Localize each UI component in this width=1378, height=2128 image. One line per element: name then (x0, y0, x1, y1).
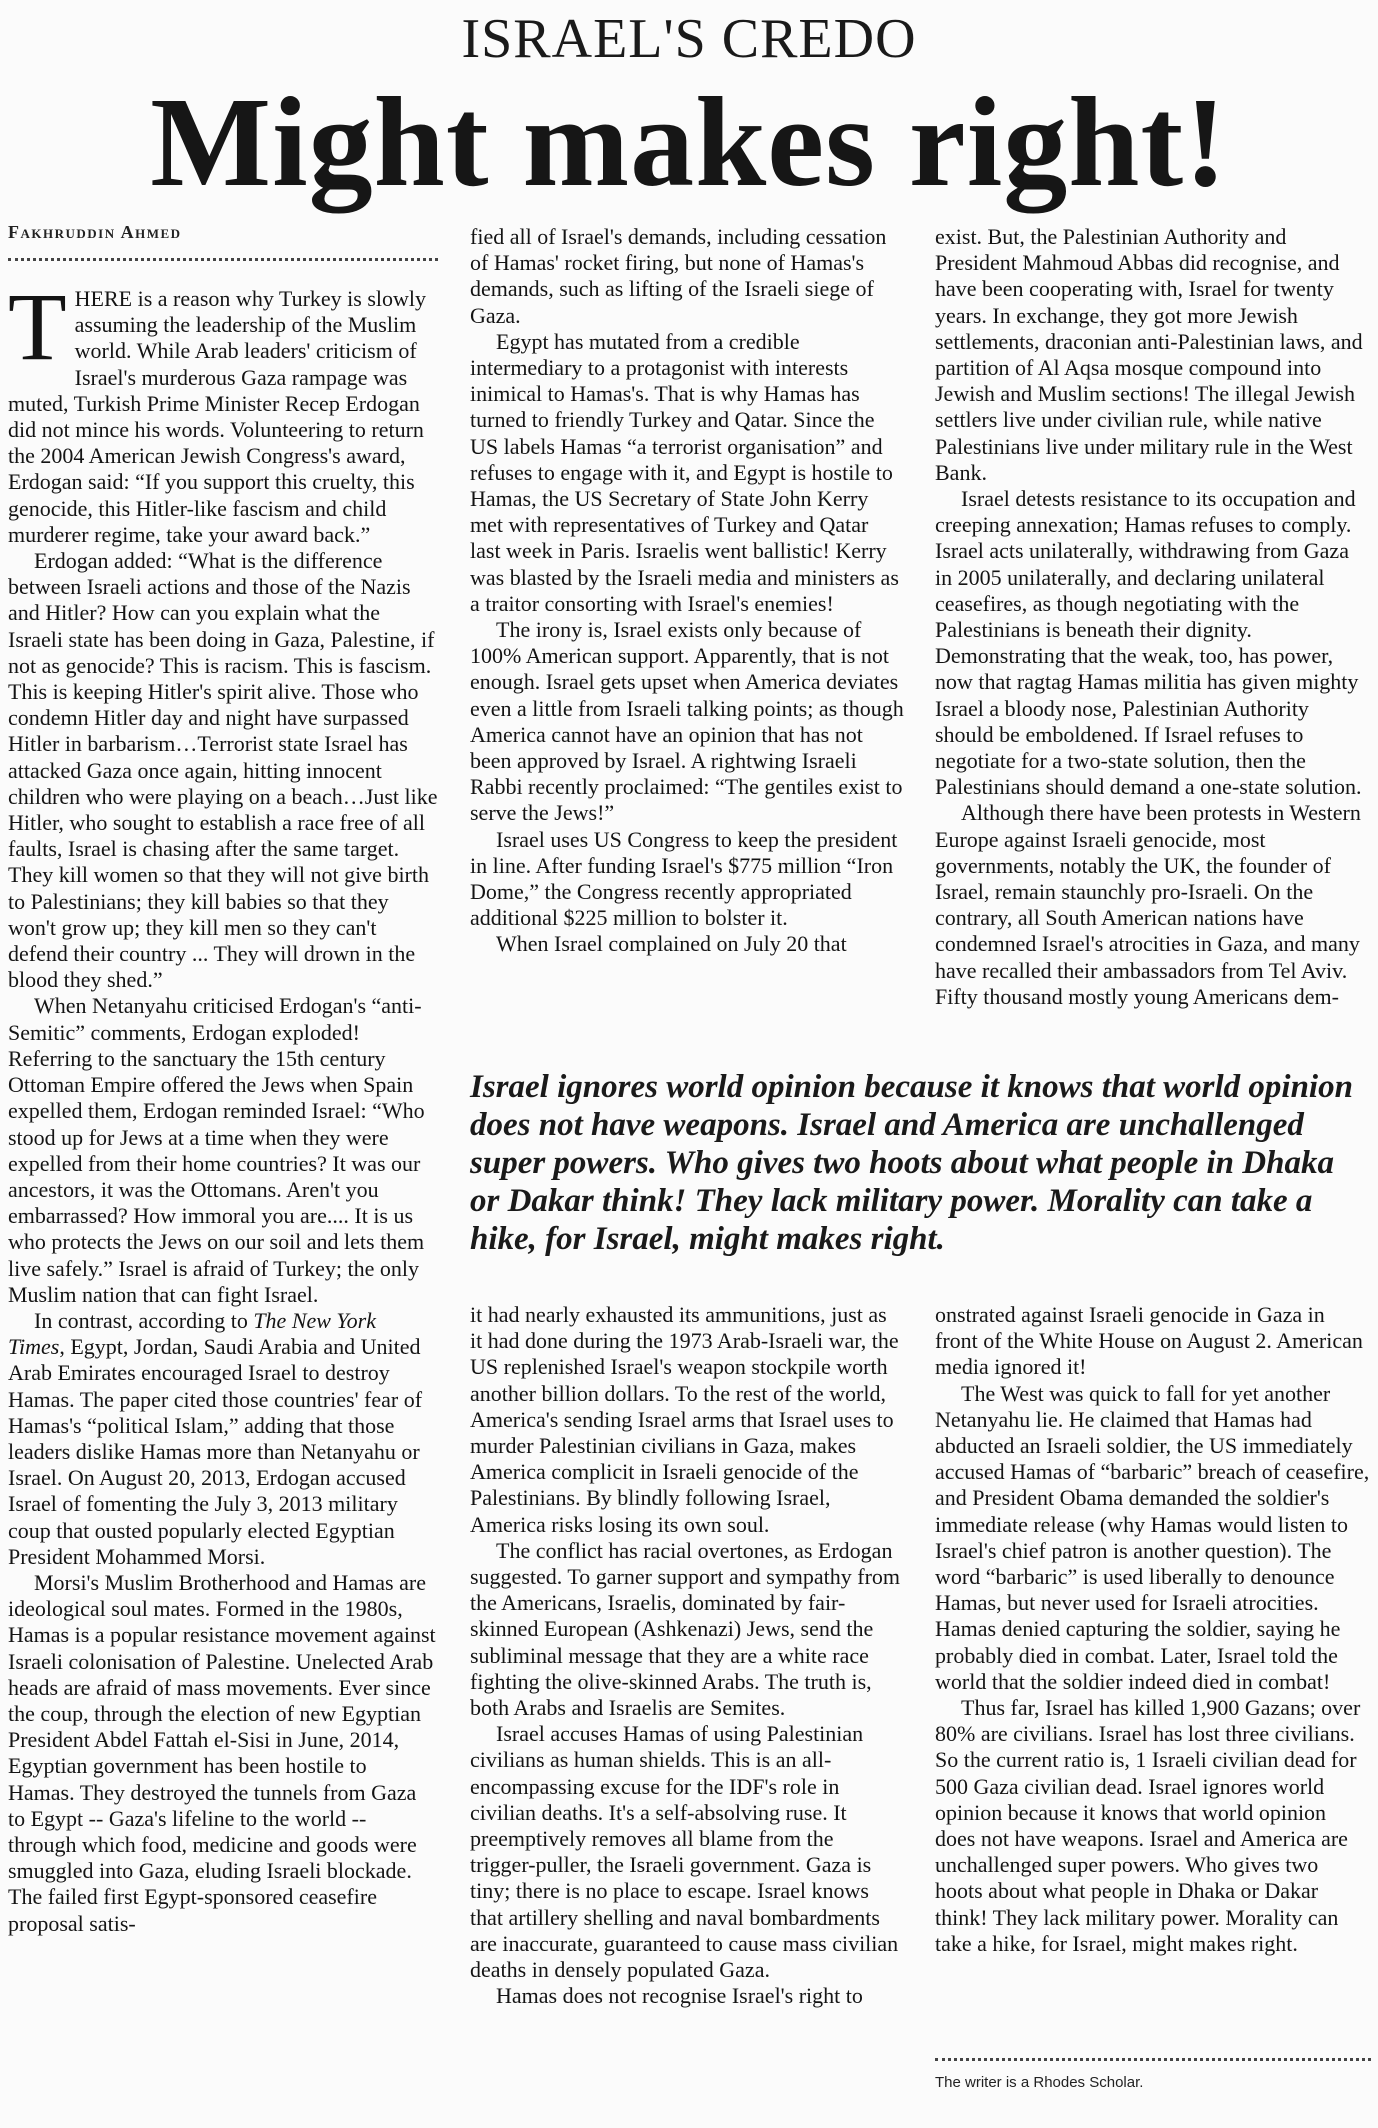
article-paragraph: The irony is, Israel exists only because of 100% American support. Apparently, that is not enough. Israel gets upset when America deviates even a little from Israeli talking points; as though America cannot have an opinion that has not been approved by Israel. A rightwing Israeli Rabbi recently proclaimed: “The gentiles exist to serve the Jews!” (470, 617, 904, 826)
article-paragraph: Israel accuses Hamas of using Palestinian civilians as human shields. This is an all-encompassing excuse for the IDF's role in civilian deaths. It's a self-absolving ruse. It preemptively removes all blame from the trigger-puller, the Israeli government. Gaza is tiny; there is no place to escape. Israel knows that artillery shelling and naval bombardments are inaccurate, guaranteed to cause mass civilian deaths in densely populated Gaza. (470, 1721, 899, 1983)
article-paragraph: Erdogan added: “What is the difference between Israeli actions and those of the Nazis and Hitler? How can you explain what the Israeli state has been doing in Gaza, Palestine, if not as genocide? This is racism. This is fascism. This is keeping Hitler's spirit alive. Those who condemn Hitler day and night have surpassed Hitler in barbarism…Terrorist state Israel has attacked Gaza once again, hitting innocent children who were playing on a beach…Just like Hitler, who sought to establish a race free of all faults, Israel is chasing after the same target. They kill women so that they will not give birth to Palestinians; they kill babies so that they won't grow up; they kill men so they can't defend their country ... They will drown in the blood they shed.” (8, 548, 438, 993)
pull-quote: Israel ignores world opinion because it knows that world opinion does not have weapons. Israel and America are unchallenged super powers. Who gives two hoots about what people in Dhaka or Dakar think! They lack military power. Morality can take a hike, for Israel, might makes right. (470, 1069, 1353, 1257)
article-paragraph (8, 1308, 438, 1570)
publication-title: The New York Times (8, 1307, 376, 1360)
article-paragraph: Hamas does not recognise Israel's right to (496, 1983, 863, 2009)
article-paragraph: Although there have been protests in Western Europe against Israeli genocide, most governments, notably the UK, the founder of Israel, remain staunchly pro-Israeli. On the contrary, all South American nations have condemned Israel's atrocities in Gaza, and many have recalled their ambassadors from Tel Aviv. Fifty thousand mostly young Americans dem- (935, 800, 1361, 1009)
author-byline: Fakhruddin Ahmed (8, 222, 182, 242)
article-column-2-bottom (470, 1302, 904, 2122)
article-paragraph: onstrated against Israeli genocide in Gaza in front of the White House on August 2. American media ignored it! (935, 1302, 1363, 1380)
article-paragraph: Israel uses US Congress to keep the president in line. After funding Israel's $775 million “Iron Dome,” the Congress recently appropriated additional $225 million to bolster it. (470, 826, 898, 931)
article-column-3-top (935, 224, 1371, 1044)
article-paragraph: exist. But, the Palestinian Authority and President Mahmoud Abbas did recognise, and have been cooperating with, Israel for twenty years. In exchange, they got more Jewish settlements, draconian anti-Palestinian laws, and partition of Al Aqsa mosque compound into Jewish and Muslim sections! The illegal Jewish settlers live under civilian rule, while native Palestinians live under military rule in the West Bank. (935, 224, 1363, 485)
article-paragraph (8, 286, 438, 548)
article-paragraph: Israel detests resistance to its occupation and creeping annexation; Hamas refuses to comply. Israel acts unilaterally, withdrawing from Gaza in 2005 unilaterally, and declaring unilateral ceasefires, as though negotiating with the Palestinians is beneath their dignity. Demonstrating that the weak, too, has power, now that ragtag Hamas militia has given mighty Israel a bloody nose, Palestinian Authority should be emboldened. If Israel refuses to negotiate for a two-state solution, then the Palestinians should demand a one-state solution. (935, 486, 1362, 800)
article-paragraph: The West was quick to fall for yet another Netanyahu lie. He claimed that Hamas had abducted an Israeli soldier, the US immediately accused Hamas of “barbaric” breach of ceasefire, and President Obama demanded the soldier's immediate release (why Hamas would listen to Israel's chief patron is another question). The word “barbaric” is used liberally to denounce Hamas, but never used for Israeli atrocities. Hamas denied capturing the soldier, saying he probably died in combat. Later, Israel told the world that the soldier indeed died in combat! (935, 1380, 1370, 1694)
article-column-2-top (470, 224, 904, 1044)
article-paragraph: Morsi's Muslim Brotherhood and Hamas are ideological soul mates. Formed in the 1980s, Hamas is a popular resistance movement against Israeli colonisation of Palestine. Unelected Arab heads are afraid of mass movements. Ever since the coup, through the election of new Egyptian President Abdel Fattah el-Sisi in June, 2014, Egyptian government has been hostile to Hamas. They destroyed the tunnels from Gaza to Egypt -- Gaza's lifeline to the world -- through which food, medicine and goods were smuggled into Gaza, eluding Israeli blockade. The failed first Egypt-sponsored ceasefire proposal satis- (8, 1569, 436, 1936)
paragraph-text: In contrast, according to (34, 1307, 254, 1333)
article-paragraph: it had nearly exhausted its ammunitions, just as it had done during the 1973 Arab-Israeli war, the US replenished Israel's weapon stockpile worth another billion dollars. To the rest of the world, America's sending Israel arms that Israel uses to murder Palestinian civilians in Gaza, makes America complicit in Israeli genocide of the Palestinians. By blindly following Israel, America risks losing its own soul. (470, 1302, 899, 1537)
article-paragraph: The conflict has racial overtones, as Erdogan suggested. To garner support and sympathy from the Americans, Israelis, dominated by fair-skinned European (Ashkenazi) Jews, send the subliminal message that they are a white race fighting the olive-skinned Arabs. The truth is, both Arabs and Israelis are Semites. (470, 1537, 901, 1721)
byline-divider (8, 258, 438, 261)
drop-cap: T (8, 286, 67, 380)
paragraph-text: , Egypt, Jordan, Saudi Arabia and United Arab Emirates encouraged Israel to destroy Hamas. The paper cited those countries' fear of Hamas's “political Islam,” adding that those leaders dislike Hamas more than Netanyahu or Israel. On August 20, 2013, Erdogan accused Israel of fomenting the July 3, 2013 military coup that ousted popularly elected Egyptian President Mohammed Morsi. (8, 1334, 423, 1569)
article-paragraph: Egypt has mutated from a credible intermediary to a protagonist with interests inimical to Hamas's. That is why Hamas has turned to friendly Turkey and Qatar. Since the US labels Hamas “a terrorist organisation” and refuses to engage with it, and Egypt is hostile to Hamas, the US Secretary of State John Kerry met with representatives of Turkey and Qatar last week in Paris. Israelis went ballistic! Kerry was blasted by the Israeli media and ministers as a traitor consorting with Israel's enemies! (470, 328, 899, 616)
article-column-1 (8, 286, 438, 2116)
end-divider (935, 2058, 1371, 2061)
paragraph-text: HERE is a reason why Turkey is slowly assuming the leadership of the Muslim world. While Arab leaders' criticism of Israel's murderous Gaza rampage was muted, Turkish Prime Minister Recep Erdogan did not mince his words. Volunteering to return the 2004 American Jewish Congress's award, Erdogan said: “If you support this cruelty, this genocide, this Hitler-like fascism and child murderer regime, take your award back.” (8, 286, 427, 547)
article-paragraph: When Netanyahu criticised Erdogan's “anti-Semitic” comments, Erdogan exploded! Referring to the sanctuary the 15th century Ottoman Empire offered the Jews when Spain expelled them, Erdogan reminded Israel: “Who stood up for Jews at a time when they were expelled from their home countries? It was our ancestors, it was the Ottomans. Aren't you embarrassed? How immoral you are.... It is us who protects the Jews on our soil and lets them live safely.” Israel is afraid of Turkey; the only Muslim nation that can fight Israel. (8, 993, 425, 1307)
article-column-3-bottom (935, 1302, 1371, 2042)
article-paragraph: fied all of Israel's demands, including cessation of Hamas' rocket firing, but none of Hamas's demands, such as lifting of the Israeli siege of Gaza. (470, 224, 887, 328)
main-headline: Might makes right! (150, 71, 1228, 213)
article-paragraph: When Israel complained on July 20 that (496, 931, 847, 957)
author-tagline: The writer is a Rhodes Scholar. (935, 2074, 1144, 2091)
kicker-headline: ISRAEL'S CREDO (461, 8, 917, 70)
article-paragraph: Thus far, Israel has killed 1,900 Gazans; over 80% are civilians. Israel has lost three civilians. So the current ratio is, 1 Israeli civilian dead for 500 Gaza civilian dead. Israel ignores world opinion because it knows that world opinion does not have weapons. Israel and America are unchallenged super powers. Who gives two hoots about what people in Dhaka or Dakar think! They lack military power. Morality can take a hike, for Israel, might makes right. (935, 1695, 1361, 1956)
